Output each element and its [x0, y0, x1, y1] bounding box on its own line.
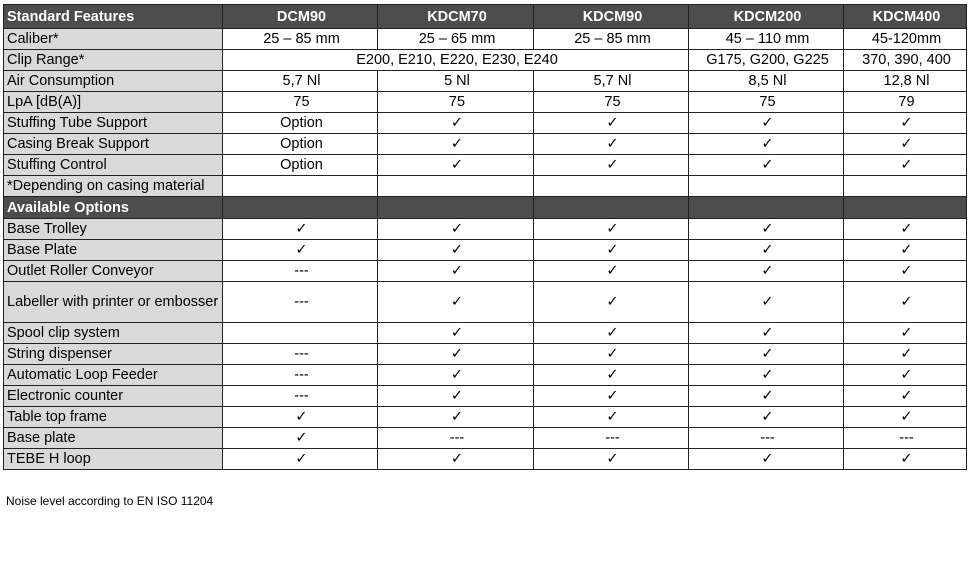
check-icon: ✓	[844, 113, 967, 134]
check-icon: ✓	[378, 240, 534, 261]
check-icon: ✓	[689, 155, 844, 176]
check-icon: ✓	[689, 449, 844, 470]
table-row-base-plate	[4, 428, 967, 449]
cell: ---	[689, 428, 844, 449]
row-label: Electronic counter	[4, 386, 223, 407]
check-icon: ✓	[689, 344, 844, 365]
check-icon: ✓	[689, 282, 844, 323]
table-row-base-plate	[4, 240, 967, 261]
row-label: Air Consumption	[4, 71, 223, 92]
cell: 25 – 85 mm	[534, 29, 689, 50]
cell	[223, 323, 378, 344]
cell: ---	[378, 428, 534, 449]
section-cell	[689, 197, 844, 219]
row-label: Outlet Roller Conveyor	[4, 261, 223, 282]
check-icon: ✓	[689, 134, 844, 155]
check-icon: ✓	[534, 323, 689, 344]
section-cell	[378, 197, 534, 219]
check-icon: ✓	[378, 134, 534, 155]
check-icon: ✓	[844, 240, 967, 261]
cell	[844, 176, 967, 197]
check-icon: ✓	[689, 113, 844, 134]
cell: ---	[844, 428, 967, 449]
check-icon: ✓	[844, 219, 967, 240]
row-label: Base plate	[4, 428, 223, 449]
cell: ---	[534, 428, 689, 449]
cell: 5,7 Nl	[534, 71, 689, 92]
cell: 12,8 Nl	[844, 71, 967, 92]
table-row-air-consumption	[4, 71, 967, 92]
cell: Option	[223, 155, 378, 176]
check-icon: ✓	[223, 219, 378, 240]
cell: ---	[223, 386, 378, 407]
check-icon: ✓	[689, 261, 844, 282]
cell: 5,7 Nl	[223, 71, 378, 92]
row-label: Automatic Loop Feeder	[4, 365, 223, 386]
row-label: Stuffing Control	[4, 155, 223, 176]
row-label: LpA [dB(A)]	[4, 92, 223, 113]
table-row-base-trolley	[4, 219, 967, 240]
check-icon: ✓	[844, 386, 967, 407]
cell: 5 Nl	[378, 71, 534, 92]
cell	[689, 176, 844, 197]
table-row-outlet-roller-conveyor	[4, 261, 967, 282]
check-icon: ✓	[689, 407, 844, 428]
cell: ---	[223, 282, 378, 323]
cell: 8,5 Nl	[689, 71, 844, 92]
row-label: Stuffing Tube Support	[4, 113, 223, 134]
table-row-electronic-counter	[4, 386, 967, 407]
table-row-lpa-db-a	[4, 92, 967, 113]
cell	[378, 176, 534, 197]
check-icon: ✓	[378, 155, 534, 176]
table-row-caliber	[4, 29, 967, 50]
check-icon: ✓	[223, 428, 378, 449]
cell: 370, 390, 400	[844, 50, 967, 71]
row-label: String dispenser	[4, 344, 223, 365]
table-row-spool-clip-system	[4, 323, 967, 344]
check-icon: ✓	[378, 113, 534, 134]
table-row-stuffing-tube-support	[4, 113, 967, 134]
check-icon: ✓	[534, 282, 689, 323]
section-title: Available Options	[4, 197, 223, 219]
table-row-table-top-frame	[4, 407, 967, 428]
row-label: Caliber*	[4, 29, 223, 50]
row-label: *Depending on casing material	[4, 176, 223, 197]
check-icon: ✓	[378, 407, 534, 428]
table-row-stuffing-control	[4, 155, 967, 176]
model-header-kdcm70: KDCM70	[378, 5, 534, 29]
check-icon: ✓	[223, 240, 378, 261]
row-label: Casing Break Support	[4, 134, 223, 155]
table-row-labeller-with-printer-or-embosser	[4, 282, 967, 323]
check-icon: ✓	[534, 386, 689, 407]
check-icon: ✓	[689, 219, 844, 240]
check-icon: ✓	[844, 344, 967, 365]
cell: 75	[534, 92, 689, 113]
check-icon: ✓	[534, 344, 689, 365]
cell: 79	[844, 92, 967, 113]
check-icon: ✓	[844, 134, 967, 155]
row-label: TEBE H loop	[4, 449, 223, 470]
check-icon: ✓	[378, 344, 534, 365]
cell: 75	[689, 92, 844, 113]
cell: ---	[223, 365, 378, 386]
check-icon: ✓	[378, 386, 534, 407]
model-header-dcm90: DCM90	[223, 5, 378, 29]
check-icon: ✓	[378, 365, 534, 386]
check-icon: ✓	[534, 365, 689, 386]
check-icon: ✓	[378, 282, 534, 323]
section-cell	[844, 197, 967, 219]
header-row	[4, 5, 967, 29]
model-header-kdcm90: KDCM90	[534, 5, 689, 29]
check-icon: ✓	[844, 261, 967, 282]
section-header-available-options	[4, 197, 967, 219]
check-icon: ✓	[534, 449, 689, 470]
check-icon: ✓	[534, 407, 689, 428]
model-header-kdcm200: KDCM200	[689, 5, 844, 29]
cell: Option	[223, 134, 378, 155]
cell: ---	[223, 261, 378, 282]
cell: 45 – 110 mm	[689, 29, 844, 50]
row-label: Base Trolley	[4, 219, 223, 240]
check-icon: ✓	[378, 261, 534, 282]
section-cell	[223, 197, 378, 219]
table-title: Standard Features	[4, 5, 223, 29]
section-cell	[534, 197, 689, 219]
check-icon: ✓	[534, 261, 689, 282]
check-icon: ✓	[378, 219, 534, 240]
table-row-string-dispenser	[4, 344, 967, 365]
row-label: Table top frame	[4, 407, 223, 428]
check-icon: ✓	[689, 323, 844, 344]
table-row-automatic-loop-feeder	[4, 365, 967, 386]
check-icon: ✓	[844, 282, 967, 323]
table-row-tebe-h-loop	[4, 449, 967, 470]
cell: G175, G200, G225	[689, 50, 844, 71]
cell: Option	[223, 113, 378, 134]
check-icon: ✓	[534, 134, 689, 155]
features-table	[3, 4, 967, 470]
row-label: Labeller with printer or embosser	[4, 282, 223, 323]
check-icon: ✓	[689, 365, 844, 386]
check-icon: ✓	[223, 407, 378, 428]
check-icon: ✓	[844, 323, 967, 344]
cell	[534, 176, 689, 197]
table-row-depending-on-casing-material	[4, 176, 967, 197]
check-icon: ✓	[689, 386, 844, 407]
check-icon: ✓	[534, 219, 689, 240]
cell: 45-120mm	[844, 29, 967, 50]
table-row-casing-break-support	[4, 134, 967, 155]
model-header-kdcm400: KDCM400	[844, 5, 967, 29]
check-icon: ✓	[689, 240, 844, 261]
check-icon: ✓	[534, 113, 689, 134]
check-icon: ✓	[223, 449, 378, 470]
check-icon: ✓	[844, 155, 967, 176]
cell: ---	[223, 344, 378, 365]
cell: 25 – 85 mm	[223, 29, 378, 50]
check-icon: ✓	[378, 323, 534, 344]
row-label: Clip Range*	[4, 50, 223, 71]
row-label: Base Plate	[4, 240, 223, 261]
cell: 75	[223, 92, 378, 113]
table-row-clip-range	[4, 50, 967, 71]
footnote: Noise level according to EN ISO 11204	[6, 494, 214, 508]
check-icon: ✓	[844, 449, 967, 470]
check-icon: ✓	[844, 407, 967, 428]
check-icon: ✓	[534, 240, 689, 261]
row-label: Spool clip system	[4, 323, 223, 344]
cell: 75	[378, 92, 534, 113]
cell: 25 – 65 mm	[378, 29, 534, 50]
check-icon: ✓	[844, 365, 967, 386]
check-icon: ✓	[378, 449, 534, 470]
cell	[223, 176, 378, 197]
check-icon: ✓	[534, 155, 689, 176]
cell-spanning: E200, E210, E220, E230, E240	[223, 50, 689, 71]
